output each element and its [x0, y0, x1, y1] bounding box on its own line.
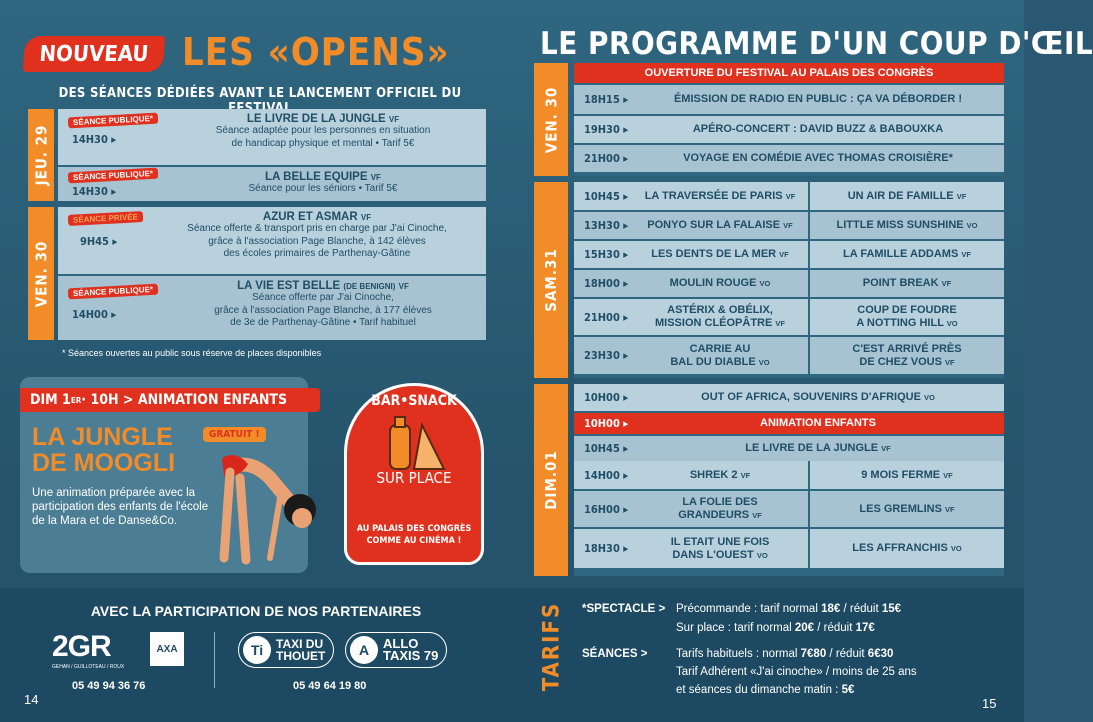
day-block-ven30 [534, 63, 1004, 176]
day-label: SAM.31 [534, 182, 568, 378]
session-desc: Séance offerte par J'ai Cinoche, [252, 292, 394, 303]
session-row [58, 274, 486, 340]
schedule-row: 15H30 ▸ LES DENTS DE LA MER VF LA FAMILLE ADDAMS VF [574, 239, 1004, 268]
film-left: ASTÉRIX & OBÉLIX, MISSION CLÉOPÂTRE VF [655, 304, 785, 329]
logo-allo-taxis-79: A ALLO TAXIS 79 [345, 632, 447, 668]
logo-2gr-sub: GEHAN / GUILLOTEAU / ROUX [52, 664, 125, 670]
session-time: 14H30 ▸ [72, 185, 117, 198]
session-tag: SÉANCE PUBLIQUE* [68, 168, 158, 184]
animation-title: LA JUNGLE DE MOOGLI [32, 423, 176, 477]
schedule-row: 13H30 ▸ PONYO SUR LA FALAISE VF LITTLE MISS SUNSHINE VO [574, 210, 1004, 239]
day-label: VEN. 30 [534, 63, 568, 176]
session-title: AZUR ET ASMAR VF [262, 211, 372, 223]
day-label: VEN. 30 [28, 207, 54, 340]
tarifs-label: TARIFS [539, 601, 565, 691]
seances-price-line: et séances du dimanche matin : 5€ [676, 684, 855, 696]
opens-title: LES «OPENS» [182, 30, 450, 74]
day-block-sam31 [534, 182, 1004, 378]
film-left: SHREK 2 VF [689, 468, 751, 481]
nouveau-badge: NOUVEAU [23, 36, 166, 72]
film-left: CARRIE AU BAL DU DIABLE VO [670, 342, 770, 368]
animation-desc: Une animation préparée avec la participation des enfants de l'école de la Mara et de Danse&Co. [32, 487, 209, 527]
seances-price-line: Tarifs habituels : normal 7€80 / réduit 6€30 [676, 648, 894, 660]
schedule-row: 21H00 ▸ ASTÉRIX & OBÉLIX, MISSION CLÉOPÂTRE VF COUP DE FOUDRE A NOTTING HILL VO [574, 297, 1004, 335]
logo-taxi-du-thouet: Ti TAXI DU THOUET [238, 632, 334, 668]
divider [214, 632, 215, 688]
film-right: LES GREMLINS VF [808, 491, 1004, 527]
page-number: 15 [982, 696, 997, 711]
film-right: 9 MOIS FERME VF [808, 461, 1004, 489]
film-right: LITTLE MISS SUNSHINE VO [808, 212, 1004, 239]
film-left: PONYO SUR LA FALAISE VF [647, 219, 793, 231]
session-tag: SÉANCE PUBLIQUE* [68, 113, 158, 129]
session-title: LA VIE EST BELLE (DE BENIGNI) VF [237, 280, 409, 292]
schedule-row: 18H15 ▸ ÉMISSION DE RADIO EN PUBLIC : ÇA VA DÉBORDER ! [574, 83, 1004, 114]
bottle-sandwich-icon [382, 417, 446, 471]
schedule-row: 10H00 ▸ OUT OF AFRICA, SOUVENIRS D'AFRIQUE VO [574, 384, 1004, 411]
logo-2gr: 2GR [52, 630, 111, 663]
schedule-row: 21H00 ▸ VOYAGE EN COMÉDIE AVEC THOMAS CROISIÈRE* [574, 143, 1004, 172]
schedule-row: 16H00 ▸ LA FOLIE DES GRANDEURS VF LES GREMLINS VF [574, 489, 1004, 527]
session-tag: SÉANCE PRIVÉE [68, 211, 143, 226]
session-time: 14H00 ▸ [72, 308, 117, 321]
film-right: LA FAMILLE ADDAMS VF [808, 241, 1004, 268]
film-left: LA FOLIE DES GRANDEURS VF [678, 496, 762, 521]
session-desc: Séance pour les séniors • Tarif 5€ [248, 183, 398, 194]
schedule-row: 14H00 ▸ SHREK 2 VF 9 MOIS FERME VF [574, 461, 1004, 489]
phone-taxis: 05 49 64 19 80 [293, 680, 367, 692]
opens-subtitle: DES SÉANCES DÉDIÉES AVANT LE LANCEMENT OFFICIEL DU [58, 86, 462, 101]
mowgli-illustration [200, 448, 320, 578]
film-left: MOULIN ROUGE VO [669, 277, 771, 289]
spectacle-key: *SPECTACLE > [582, 603, 666, 615]
session-time: 14H30 ▸ [72, 133, 117, 146]
film-right: POINT BREAK VF [808, 270, 1004, 297]
page-number: 14 [24, 692, 39, 707]
day-block-dim01 [534, 384, 1004, 576]
session-row [58, 109, 486, 165]
animation-banner: DIM 1 ER · 10H > ANIMATION ENFANTS [20, 388, 320, 412]
session-title: LE LIVRE DE LA JUNGLE VF [246, 113, 400, 125]
session-row [58, 207, 486, 274]
free-badge: GRATUIT ! [203, 427, 266, 442]
schedule-row-highlight: 10H00 ▸ ANIMATION ENFANTS [574, 411, 1004, 434]
session-row [58, 165, 486, 201]
schedule-row: 18H30 ▸ IL ETAIT UNE FOIS DANS L'OUEST VO LES AFFRANCHIS VO [574, 527, 1004, 568]
logo-axa: AXA [150, 632, 184, 666]
session-desc: des écoles primaires de Parthenay-Gâtine [223, 248, 411, 259]
opening-header: OUVERTURE DU FESTIVAL AU PALAIS DES CONGRÈS [574, 63, 1004, 83]
session-desc: Séance adaptée pour les personnes en situation [215, 125, 431, 136]
film-left: LES DENTS DE LA MER VF [651, 248, 789, 260]
film-left: IL ETAIT UNE FOIS DANS L'OUEST VO [670, 535, 770, 561]
film-right: C'EST ARRIVÉ PRÈS DE CHEZ VOUS VF [808, 337, 1004, 374]
taxi-icon: Ti [243, 636, 271, 664]
spectacle-price-line: Précommande : tarif normal 18€ / réduit 15€ [676, 603, 902, 615]
schedule-row: 18H00 ▸ MOULIN ROUGE VO POINT BREAK VF [574, 268, 1004, 297]
session-desc: de 3e de Parthenay-Gâtine • Tarif habituel [230, 317, 416, 328]
day-block-jeu29 [28, 109, 486, 201]
schedule-row: 10H45 ▸ LE LIVRE DE LA JUNGLE VF [574, 434, 1004, 461]
spectacle-price-line: Sur place : tarif normal 20€ / réduit 17€ [676, 622, 875, 634]
right-page [512, 0, 1093, 722]
day-block-ven30 [28, 207, 486, 340]
film-right: COUP DE FOUDRE A NOTTING HILL VO [808, 299, 1004, 335]
session-time: 9H45 ▸ [80, 235, 118, 248]
footnote: * Séances ouvertes au public sous réserve de places disponibles [62, 348, 322, 358]
taxi-icon: A [350, 636, 378, 664]
session-desc: grâce à l'association Page Blanche, à 177 élèves [214, 304, 432, 316]
seances-price-line: Tarif Adhérent «J'ai cinoche» / moins de 25 ans [676, 666, 917, 678]
film-right: LES AFFRANCHIS VO [808, 529, 1004, 568]
programme-title: LE PROGRAMME D'UN COUP D'ŒIL [540, 26, 1093, 62]
schedule-row: 19H30 ▸ APÉRO-CONCERT : DAVID BUZZ & BABOUXKA [574, 114, 1004, 143]
schedule-row: 10H45 ▸ LA TRAVERSÉE DE PARIS VF UN AIR DE FAMILLE VF [574, 182, 1004, 210]
film-left: LA TRAVERSÉE DE PARIS VF [644, 189, 796, 202]
schedule-row: 23H30 ▸ CARRIE AU BAL DU DIABLE VO C'EST ARRIVÉ PRÈS DE CHEZ VOUS VF [574, 335, 1004, 374]
film-right: UN AIR DE FAMILLE VF [808, 182, 1004, 210]
bar-snack-badge: BAR•SNACK SUR PLACE AU PALAIS DES CONGRÈS COMME AU CINÉMA ! [344, 383, 484, 565]
session-title: LA BELLE EQUIPE VF [265, 171, 381, 183]
seances-key: SÉANCES > [582, 648, 648, 660]
left-page [0, 0, 512, 722]
session-desc: Séance offerte & transport pris en charge par J'ai Cinoche, [187, 223, 447, 234]
phone-2gr: 05 49 94 36 76 [72, 680, 146, 692]
day-label: JEU. 29 [28, 109, 54, 201]
session-tag: SÉANCE PUBLIQUE* [68, 284, 158, 300]
day-label: DIM.01 [534, 384, 568, 576]
partners-title: AVEC LA PARTICIPATION DE NOS PARTENAIRES [90, 603, 422, 619]
session-desc: de handicap physique et mental • Tarif 5€ [231, 137, 415, 149]
session-desc: grâce à l'association Page Blanche, à 142 élèves [208, 235, 426, 247]
